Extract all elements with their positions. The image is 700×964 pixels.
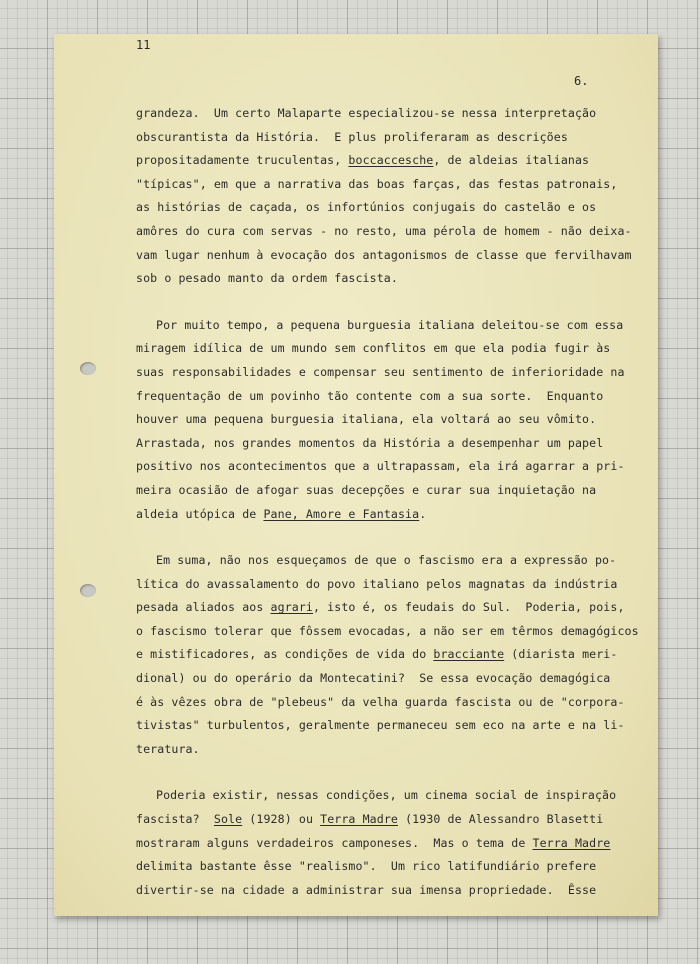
text-segment: (1930 de Alessandro Blasetti (398, 812, 604, 827)
text-segment: Poderia existir, nessas condições, um cinema social de inspiração (156, 788, 617, 803)
text-segment: "típicas", em que a narrativa das boas farças, das festas patronais, (136, 176, 618, 191)
text-segment: Arrastada, nos grandes momentos da História a desempenhar um papel (136, 435, 604, 450)
text-segment: Por muito tempo, a pequena burguesia italiana deleitou-se com essa (156, 317, 624, 332)
underlined-term: Terra Madre (532, 835, 611, 850)
paragraph (136, 102, 636, 291)
text-line (136, 691, 636, 715)
text-segment: teratura. (136, 741, 200, 756)
text-line (136, 808, 636, 832)
text-line (136, 738, 636, 762)
text-line (136, 832, 636, 856)
underlined-term: agrari (270, 600, 314, 615)
text-line (136, 455, 636, 479)
text-segment: dional) ou do operário da Montecatini? Se essa evocação demagógica (136, 671, 611, 686)
text-line (136, 337, 636, 361)
text-line (136, 879, 636, 903)
text-segment: . (419, 506, 427, 521)
text-segment: (1928) ou (242, 812, 321, 827)
text-segment: fascista? (136, 812, 214, 827)
text-segment: lítica do avassalamento do povo italiano pelos magnatas da indústria (136, 576, 618, 591)
punch-hole (80, 362, 96, 375)
text-line (136, 667, 636, 691)
text-line (136, 314, 636, 338)
text-segment: aldeia utópica de (136, 506, 264, 521)
text-line (136, 361, 636, 385)
text-segment: sob o pesado manto da ordem fascista. (136, 271, 398, 286)
text-line (136, 408, 636, 432)
text-segment: Em suma, não nos esqueçamos de que o fascismo era a expressão po- (156, 553, 617, 568)
underlined-term: bracciante (433, 647, 505, 662)
text-segment: meira ocasião de afogar suas decepções e curar sua inquietação na (136, 482, 597, 497)
text-line (136, 620, 639, 644)
text-line (136, 714, 636, 738)
text-segment: as histórias de caçada, os infortúnios conjugais do castelão e os (136, 200, 597, 215)
text-line (136, 385, 636, 409)
text-line (136, 432, 636, 456)
text-line (136, 549, 636, 573)
text-line (136, 643, 636, 667)
text-segment: grandeza. Um certo Malaparte especializou-se nessa interpretação (136, 106, 597, 120)
corner-number: 11 (136, 38, 151, 52)
underlined-term: Terra Madre (320, 812, 398, 827)
text-segment: , isto é, os feudais do Sul. Poderia, pois, (313, 600, 625, 615)
text-segment: obscurantista da História. E (136, 129, 349, 144)
text-segment: propositadamente truculentas, (136, 153, 349, 168)
text-segment: positivo nos acontecimentos que a ultrapassam, ela irá agarrar a pri- (136, 459, 625, 474)
text-segment: miragem idílica de um mundo sem conflitos em que ela podia fugir às (136, 341, 611, 356)
text-segment: delimita bastante êsse "realismo". Um rico latifundiário prefere (136, 859, 597, 874)
underlined-term: Pane, Amore e Fantasia (263, 506, 420, 521)
text-line (136, 102, 636, 126)
text-segment: , de aldeias italianas (433, 153, 590, 168)
underlined-term: boccaccesche (348, 153, 434, 168)
text-line (136, 196, 636, 220)
paragraph (136, 314, 636, 526)
text-line (136, 784, 636, 808)
text-segment: frequentação de um povinho tão contente com a sua sorte. Enquanto (136, 388, 604, 403)
text-line (136, 126, 636, 150)
text-segment: proliferaram as descrições (376, 129, 568, 144)
text-segment: suas responsabilidades e compensar seu sentimento de inferioridade na (136, 364, 625, 379)
paragraph (136, 784, 636, 902)
text-segment: houver uma pequena burguesia italiana, ela voltará ao seu vômito. (136, 412, 597, 427)
page-number: 6. (574, 74, 589, 88)
text-segment: é às vêzes obra de "plebeus" da velha guarda fascista ou de "corpora- (136, 694, 625, 709)
text-segment: (diarista meri- (504, 647, 618, 662)
paragraph (136, 549, 639, 761)
text-line (136, 503, 636, 527)
text-line (136, 479, 636, 503)
body-text (136, 102, 639, 925)
text-line (136, 267, 636, 291)
text-line (136, 220, 636, 244)
text-line (136, 173, 636, 197)
typewritten-page (54, 34, 658, 916)
underlined-term: Sole (213, 812, 243, 827)
text-segment: plus (348, 129, 377, 144)
text-line (136, 573, 636, 597)
text-segment: amôres do cura com servas - no resto, uma pérola de homem - não deixa- (136, 223, 632, 238)
text-segment: vam lugar nenhum à evocação dos antagonismos de classe que fervilhavam (136, 247, 632, 262)
punch-hole (80, 584, 96, 597)
text-segment: e mistificadores, as condições de vida do (136, 647, 434, 662)
text-segment: tivistas" turbulentos, geralmente permaneceu sem eco na arte e na li- (136, 718, 625, 733)
text-line (136, 149, 636, 173)
text-segment: o fascismo tolerar que fôssem evocadas, a não ser em têrmos demagógicos (136, 623, 639, 638)
text-line (136, 244, 636, 268)
text-segment: pesada aliados aos (136, 600, 271, 615)
text-segment: divertir-se na cidade a administrar sua imensa propriedade. Êsse (136, 882, 597, 897)
text-line (136, 596, 636, 620)
text-segment: mostraram alguns verdadeiros camponeses. Mas o tema de (136, 835, 533, 850)
text-line (136, 855, 636, 879)
